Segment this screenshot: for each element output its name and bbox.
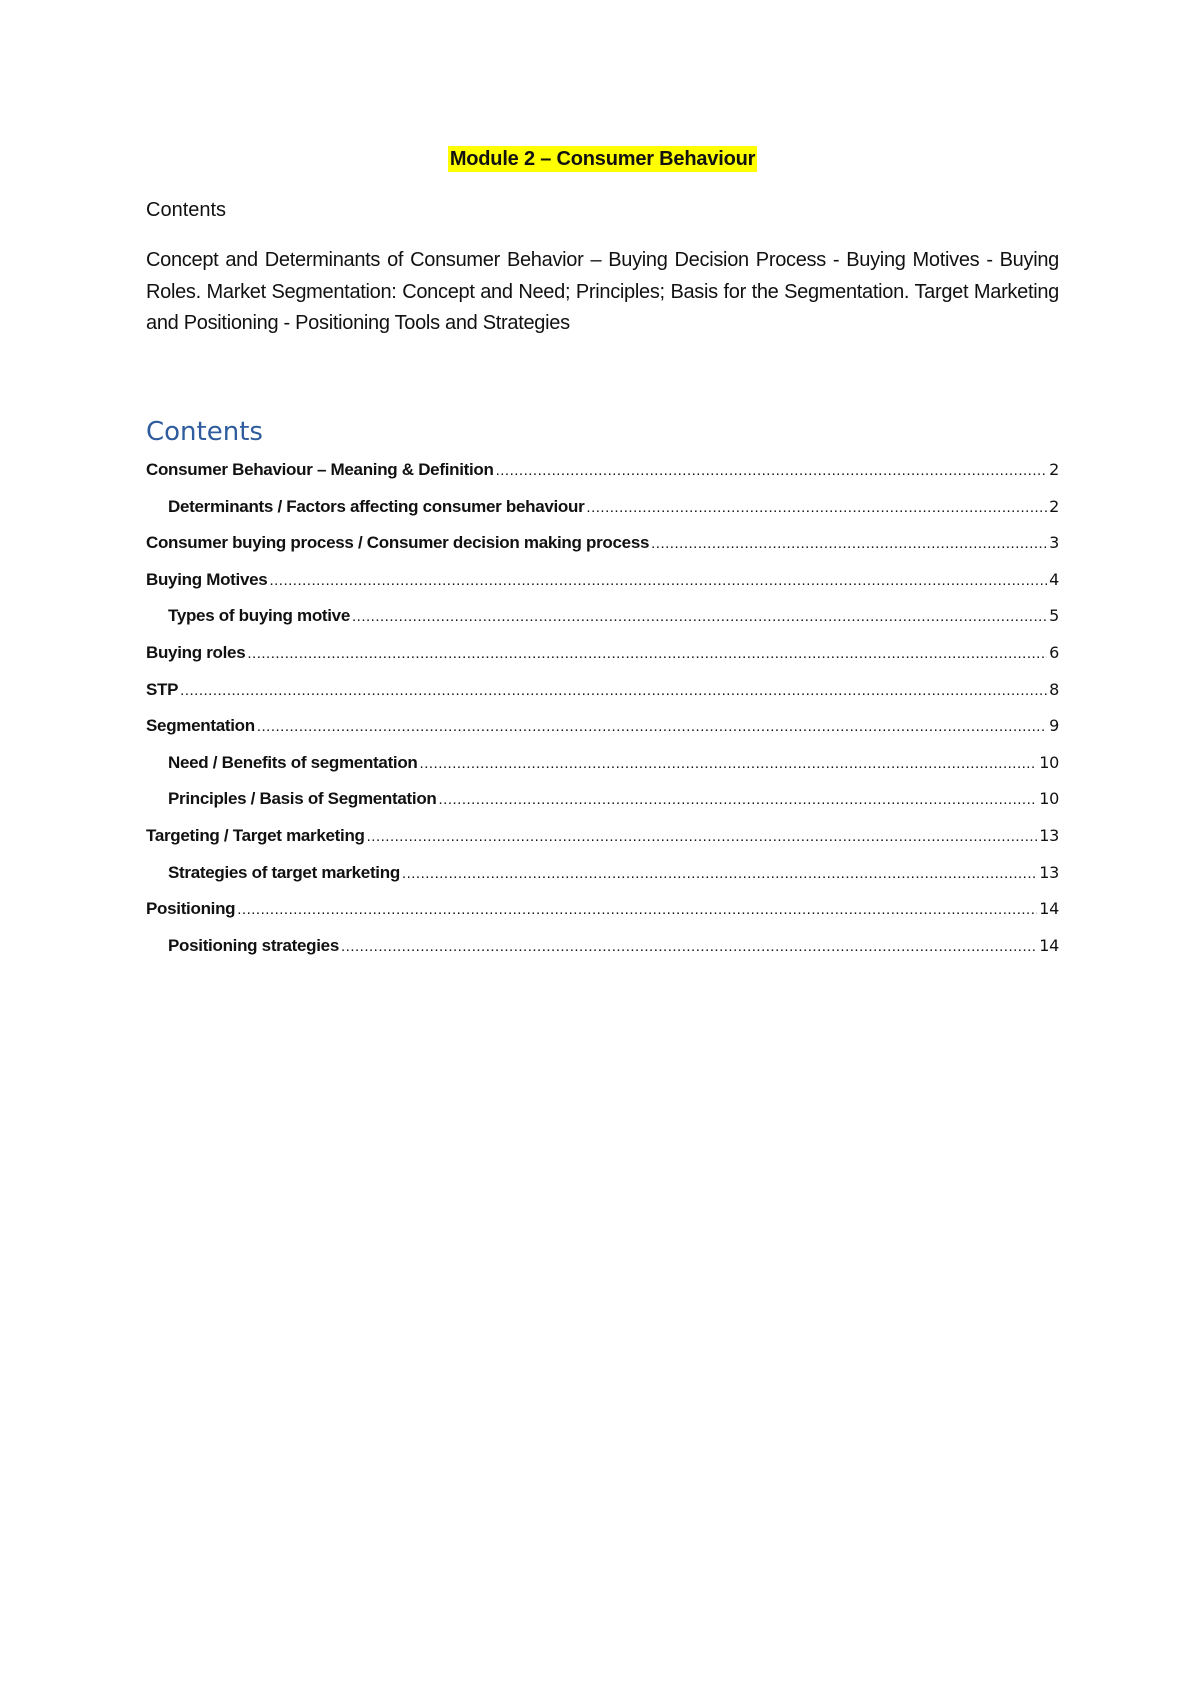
toc-leader-dots bbox=[180, 681, 1047, 701]
toc-leader-dots bbox=[651, 534, 1047, 554]
toc-leader-dots bbox=[352, 607, 1047, 627]
toc-entry[interactable] bbox=[146, 894, 1059, 920]
toc-entry-title[interactable]: Consumer Behaviour – Meaning & Definition bbox=[146, 460, 494, 479]
toc-leader-dots bbox=[586, 498, 1047, 518]
toc-entry[interactable] bbox=[146, 565, 1059, 591]
syllabus-paragraph: Concept and Determinants of Consumer Behavior – Buying Decision Process - Buying Motives - Buying Roles. Market Segmentation: Concept and Need; Principles; Basis for the Segmentation. Target Marketing and Positioning - Positioning Tools and Strategies bbox=[146, 249, 1059, 334]
toc-entry[interactable] bbox=[168, 858, 1059, 884]
toc-heading: Contents bbox=[146, 417, 263, 447]
toc-entry-page-number[interactable]: 3 bbox=[1049, 533, 1059, 553]
toc-entry-page-number[interactable]: 2 bbox=[1049, 496, 1059, 516]
toc-entry[interactable] bbox=[146, 528, 1059, 554]
toc-entry-page-number[interactable]: 13 bbox=[1039, 826, 1059, 845]
toc-entry-title[interactable]: Types of buying motive bbox=[168, 606, 350, 626]
toc-entry-title[interactable]: Determinants / Factors affecting consumer behaviour bbox=[168, 496, 585, 516]
toc-entry[interactable] bbox=[168, 784, 1059, 810]
toc-entry-page-number[interactable]: 14 bbox=[1039, 899, 1059, 919]
toc-leader-dots bbox=[496, 461, 1048, 481]
toc-entry[interactable] bbox=[146, 821, 1059, 847]
toc-entry-page-number[interactable]: 10 bbox=[1039, 752, 1059, 772]
toc-entry-page-number[interactable]: 6 bbox=[1049, 643, 1059, 662]
toc-entry-title[interactable]: Buying roles bbox=[146, 643, 246, 662]
toc-entry-page-number[interactable]: 10 bbox=[1039, 789, 1059, 809]
toc-entry[interactable] bbox=[146, 638, 1059, 664]
contents-label: Contents bbox=[146, 199, 227, 221]
toc-leader-dots bbox=[402, 864, 1037, 884]
toc-leader-dots bbox=[438, 790, 1037, 810]
toc-entry-page-number[interactable]: 5 bbox=[1049, 606, 1059, 626]
toc-entry-page-number[interactable]: 2 bbox=[1049, 460, 1059, 479]
toc-leader-dots bbox=[341, 937, 1037, 957]
toc-entry[interactable] bbox=[146, 675, 1059, 701]
toc-entry[interactable] bbox=[146, 455, 1059, 481]
toc-entry-page-number[interactable]: 14 bbox=[1039, 935, 1059, 955]
toc-entry-title[interactable]: Positioning bbox=[146, 899, 236, 919]
module-title: Module 2 – Consumer Behaviour bbox=[449, 148, 756, 170]
toc-entry[interactable] bbox=[168, 492, 1059, 518]
toc-entry-title[interactable]: Need / Benefits of segmentation bbox=[168, 752, 418, 772]
toc-entry[interactable] bbox=[168, 931, 1059, 957]
toc-entry-title[interactable]: STP bbox=[146, 679, 179, 699]
toc-entry-page-number[interactable]: 9 bbox=[1049, 716, 1059, 736]
toc-leader-dots bbox=[237, 900, 1037, 920]
toc-leader-dots bbox=[367, 827, 1038, 847]
toc-entry[interactable] bbox=[168, 601, 1059, 627]
toc-entry-title[interactable]: Principles / Basis of Segmentation bbox=[168, 789, 437, 809]
toc-entry-title[interactable]: Positioning strategies bbox=[168, 935, 339, 955]
toc-entry[interactable] bbox=[168, 748, 1059, 774]
module-title-container bbox=[146, 146, 1059, 172]
toc-entry-page-number[interactable]: 8 bbox=[1049, 679, 1059, 699]
toc-entry-title[interactable]: Segmentation bbox=[146, 716, 255, 736]
toc-entry-page-number[interactable]: 4 bbox=[1049, 569, 1059, 589]
toc-entry-title[interactable]: Buying Motives bbox=[146, 569, 268, 589]
toc-leader-dots bbox=[420, 754, 1038, 774]
toc-entry-title[interactable]: Consumer buying process / Consumer decision making process bbox=[146, 533, 650, 553]
toc-leader-dots bbox=[257, 717, 1047, 737]
toc-entry-title[interactable]: Targeting / Target marketing bbox=[146, 826, 365, 845]
toc-leader-dots bbox=[247, 644, 1047, 664]
toc-leader-dots bbox=[269, 571, 1047, 591]
toc-entry[interactable] bbox=[146, 711, 1059, 737]
toc-entry-title[interactable]: Strategies of target marketing bbox=[168, 862, 400, 882]
toc-entry-page-number[interactable]: 13 bbox=[1039, 862, 1059, 882]
